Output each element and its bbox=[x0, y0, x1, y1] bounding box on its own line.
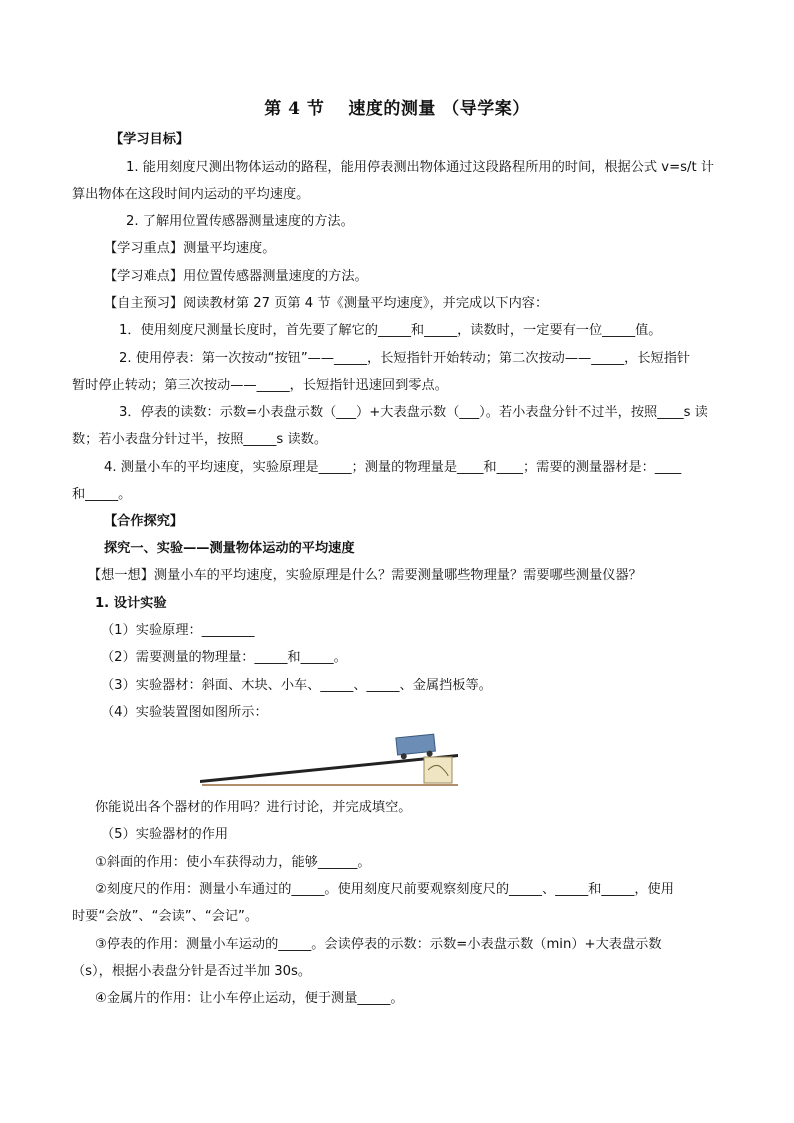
text-line: （s），根据小表盘分针是否过半加 30s。 bbox=[72, 964, 312, 979]
text-line: 2. 使用停表：第一次按动“按钮”——_____，长短指针开始转动；第二次按动——_____，长短指针 bbox=[119, 351, 691, 366]
text-line: ②刻度尺的作用：测量小车通过的_____。使用刻度尺前要观察刻度尺的_____、_____和_____，使用 bbox=[95, 882, 674, 897]
text-line: 数；若小表盘分针过半，按照_____s 读数。 bbox=[72, 432, 328, 447]
text-line: 算出物体在这段时间内运动的平均速度。 bbox=[72, 187, 310, 202]
section-heading-cooperation: 【合作探究】 bbox=[104, 514, 184, 529]
text-line: 暂时停止转动；第三次按动——_____，长短指针迅速回到零点。 bbox=[72, 378, 448, 393]
text-line: 你能说出各个器材的作用吗？进行讨论，并完成填空。 bbox=[95, 800, 412, 815]
text-line: 【自主预习】阅读教材第 27 页第 4 节《测量平均速度》，并完成以下内容： bbox=[104, 296, 549, 311]
toy-cart bbox=[396, 734, 436, 760]
text-line: ④金属片的作用：让小车停止运动，便于测量_____。 bbox=[95, 991, 404, 1006]
section-heading-objectives: 【学习目标】 bbox=[110, 132, 190, 147]
text-line: 2. 了解用位置传感器测量速度的方法。 bbox=[126, 214, 354, 229]
text-line: （5）实验器材的作用 bbox=[101, 827, 229, 842]
text-line: 4. 测量小车的平均速度，实验原理是_____；测量的物理量是____和____；需要的测量器材是：____ bbox=[104, 460, 682, 475]
text-line: 和_____。 bbox=[72, 487, 132, 502]
text-line: 时要“会放”、“会读”、“会记”。 bbox=[72, 909, 259, 924]
text-line: （2）需要测量的物理量：_____和_____。 bbox=[101, 650, 347, 665]
subsection-heading: 1. 设计实验 bbox=[95, 596, 167, 611]
text-line: （4）实验装置图如图所示： bbox=[101, 705, 268, 720]
text-line: 【学习难点】用位置传感器测量速度的方法。 bbox=[104, 269, 368, 284]
text-line: 【想一想】测量小车的平均速度，实验原理是什么？需要测量哪些物理量？需要哪些测量仪器？ bbox=[88, 568, 642, 583]
text-line: 1. 能用刻度尺测出物体运动的路程，能用停表测出物体通过这段路程所用的时间，根据公式 v=s/t 计 bbox=[126, 160, 714, 175]
text-line: ①斜面的作用：使小车获得动力，能够______。 bbox=[95, 855, 371, 870]
text-line: 1．使用刻度尺测量长度时，首先要了解它的_____和_____，读数时，一定要有一位_____值。 bbox=[119, 323, 662, 338]
page-title: 第 4 节 速度的测量 （导学案） bbox=[264, 99, 530, 119]
text-line: 【学习重点】测量平均速度。 bbox=[104, 241, 276, 256]
text-line: ③停表的作用：测量小车运动的_____。会读停表的示数：示数=小表盘示数（min）+大表盘示数 bbox=[95, 937, 662, 952]
text-line: （3）实验器材：斜面、木块、小车、_____、_____、金属挡板等。 bbox=[101, 678, 492, 693]
text-line: 3．停表的读数：示数=小表盘示数（___）+大表盘示数（___）。若小表盘分针不过半，按照____s 读 bbox=[119, 405, 708, 420]
subsection-heading: 探究一、实验——测量物体运动的平均速度 bbox=[104, 541, 355, 556]
incline-apparatus-figure bbox=[190, 730, 470, 790]
text-line: （1）实验原理：________ bbox=[101, 623, 255, 638]
inclined-plane bbox=[200, 754, 458, 783]
